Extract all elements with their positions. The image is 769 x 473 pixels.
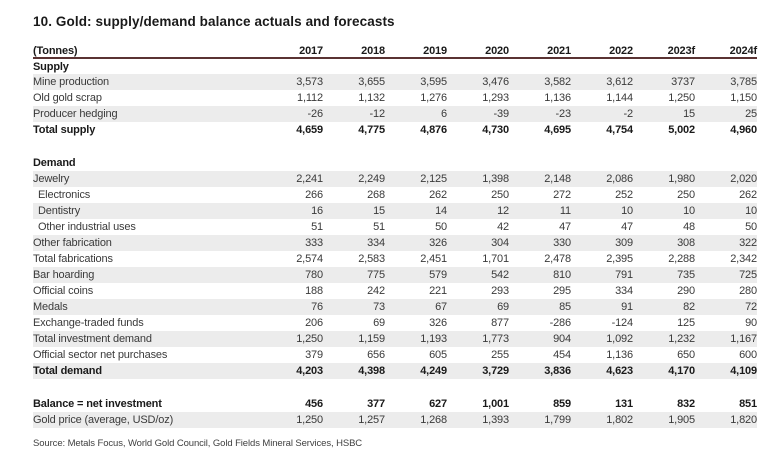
cell-value: 10 [571, 203, 633, 219]
cell-value: 1,112 [297, 92, 323, 104]
cell-value: 85 [509, 299, 571, 315]
cell-value: 304 [447, 235, 509, 251]
table-row [33, 315, 757, 331]
cell-value: 272 [553, 189, 571, 201]
cell-value: 67 [385, 299, 447, 315]
column-header-2017: 2017 [261, 40, 323, 58]
cell-value: 4,695 [544, 124, 571, 136]
cell-value: 250 [677, 189, 695, 201]
cell-value: 242 [367, 285, 385, 297]
cell-value: 50 [435, 221, 447, 233]
cell-value: 262 [739, 189, 757, 201]
cell-value: 859 [553, 398, 571, 410]
cell-value [509, 155, 571, 171]
table-row [33, 122, 757, 138]
cell-value: 42 [497, 221, 509, 233]
cell-value: 851 [739, 398, 757, 410]
cell-value: 1,802 [571, 412, 633, 428]
cell-value [509, 58, 571, 74]
cell-value: 379 [305, 349, 323, 361]
cell-value: 5,002 [668, 124, 695, 136]
cell-value: 6 [385, 106, 447, 122]
cell-value: 1,167 [695, 331, 757, 347]
cell-value: 775 [323, 267, 385, 283]
cell-value: 12 [447, 203, 509, 219]
cell-value: -39 [447, 106, 509, 122]
cell-value: 334 [615, 285, 633, 297]
cell-value: 2,342 [730, 253, 757, 265]
cell-value: 1,398 [447, 171, 509, 187]
cell-value: -286 [549, 317, 571, 329]
row-label: Demand [33, 157, 76, 169]
cell-value: 131 [615, 398, 633, 410]
table-row [33, 235, 757, 251]
cell-value: 280 [739, 285, 757, 297]
cell-value [633, 155, 695, 171]
cell-value: 1,701 [482, 253, 509, 265]
row-label: Other fabrication [33, 235, 261, 251]
cell-value: 262 [429, 189, 447, 201]
cell-value [447, 155, 509, 171]
cell-value: 48 [683, 221, 695, 233]
column-header-2023f: 2023f [633, 40, 695, 58]
cell-value: 3,836 [509, 363, 571, 379]
cell-value: 2,241 [261, 171, 323, 187]
cell-value: 3,582 [509, 74, 571, 90]
cell-value: 51 [373, 221, 385, 233]
cell-value: 72 [695, 299, 757, 315]
cell-value: 1,136 [606, 349, 633, 361]
cell-value: 330 [509, 235, 571, 251]
table-row [33, 331, 757, 347]
cell-value: 1,092 [571, 331, 633, 347]
cell-value: 326 [429, 317, 447, 329]
header-row [33, 40, 757, 58]
cell-value [323, 155, 385, 171]
table-row [33, 219, 757, 235]
cell-value: 791 [571, 267, 633, 283]
cell-value: 904 [509, 331, 571, 347]
cell-value: 3,785 [695, 74, 757, 90]
row-label: Other industrial uses [38, 221, 136, 233]
cell-value: 810 [509, 267, 571, 283]
table-row [33, 155, 757, 171]
cell-value: 15 [633, 106, 695, 122]
cell-value: 3737 [633, 74, 695, 90]
cell-value: -23 [509, 106, 571, 122]
cell-value: 1,136 [544, 92, 571, 104]
cell-value [261, 155, 323, 171]
cell-value: 1,001 [482, 398, 509, 410]
row-label: Official sector net purchases [33, 349, 168, 361]
cell-value: 1,820 [695, 412, 757, 428]
cell-value: 90 [745, 317, 757, 329]
cell-value: 627 [429, 398, 447, 410]
column-header-2020: 2020 [447, 40, 509, 58]
cell-value: 1,257 [323, 412, 385, 428]
cell-value: 600 [739, 349, 757, 361]
cell-value: 832 [677, 398, 695, 410]
cell-value [695, 58, 757, 74]
cell-value: 14 [385, 203, 447, 219]
cell-value: 1,980 [633, 171, 695, 187]
column-header-2019: 2019 [385, 40, 447, 58]
cell-value: 1,250 [668, 92, 695, 104]
table-row [33, 267, 757, 283]
cell-value: 542 [447, 267, 509, 283]
cell-value: 69 [373, 317, 385, 329]
cell-value: 4,876 [420, 124, 447, 136]
cell-value: 266 [305, 189, 323, 201]
cell-value: 2,395 [606, 253, 633, 265]
row-label: Total investment demand [33, 331, 261, 347]
cell-value: 454 [553, 349, 571, 361]
cell-value: 2,249 [323, 171, 385, 187]
table-row [33, 106, 757, 122]
cell-value: 255 [491, 349, 509, 361]
cell-value: 221 [429, 285, 447, 297]
cell-value: 605 [429, 349, 447, 361]
cell-value: 1,250 [261, 331, 323, 347]
table-body [33, 58, 757, 428]
cell-value: 206 [305, 317, 323, 329]
cell-value: 4,109 [695, 363, 757, 379]
row-label: Supply [33, 60, 69, 73]
cell-value: 1,276 [420, 92, 447, 104]
cell-value: 377 [367, 398, 385, 410]
cell-value: 309 [571, 235, 633, 251]
cell-value: 2,478 [544, 253, 571, 265]
cell-value: 656 [367, 349, 385, 361]
cell-value: 76 [261, 299, 323, 315]
cell-value: 1,250 [261, 412, 323, 428]
cell-value: 4,170 [633, 363, 695, 379]
unit-label: (Tonnes) [33, 40, 261, 58]
column-header-2024f: 2024f [695, 40, 757, 58]
column-header-2021: 2021 [509, 40, 571, 58]
row-label: Gold price (average, USD/oz) [33, 412, 261, 428]
cell-value: 1,905 [633, 412, 695, 428]
cell-value: 780 [261, 267, 323, 283]
row-label: Mine production [33, 74, 261, 90]
cell-value: 4,775 [358, 124, 385, 136]
cell-value: 1,268 [385, 412, 447, 428]
cell-value: 650 [677, 349, 695, 361]
column-header-2022: 2022 [571, 40, 633, 58]
cell-value [695, 155, 757, 171]
cell-value: 293 [491, 285, 509, 297]
cell-value [385, 58, 447, 74]
column-header-2018: 2018 [323, 40, 385, 58]
cell-value: 295 [553, 285, 571, 297]
cell-value: 2,451 [420, 253, 447, 265]
row-label: Producer hedging [33, 106, 261, 122]
cell-value: 188 [305, 285, 323, 297]
table-row [33, 299, 757, 315]
spacer-row [33, 379, 757, 396]
figure-content [33, 14, 757, 449]
row-label: Bar hoarding [33, 267, 261, 283]
cell-value: 2,583 [358, 253, 385, 265]
cell-value: 877 [491, 317, 509, 329]
supply-demand-table [33, 40, 757, 428]
cell-value: 268 [367, 189, 385, 201]
cell-value: 3,612 [571, 74, 633, 90]
cell-value: 1,193 [385, 331, 447, 347]
cell-value: 4,960 [730, 124, 757, 136]
cell-value: 4,623 [571, 363, 633, 379]
row-label: Exchange-traded funds [33, 317, 144, 329]
cell-value: 4,754 [606, 124, 633, 136]
cell-value: 579 [385, 267, 447, 283]
cell-value: 125 [677, 317, 695, 329]
table-row [33, 251, 757, 267]
cell-value: 250 [491, 189, 509, 201]
table-header [33, 40, 757, 58]
table-row [33, 363, 757, 379]
cell-value: 308 [633, 235, 695, 251]
cell-value: 1,159 [323, 331, 385, 347]
cell-value: 1,393 [447, 412, 509, 428]
cell-value: 4,249 [385, 363, 447, 379]
cell-value: 15 [323, 203, 385, 219]
cell-value: 456 [305, 398, 323, 410]
cell-value: 2,148 [509, 171, 571, 187]
cell-value: 334 [323, 235, 385, 251]
row-label: Old gold scrap [33, 92, 102, 104]
cell-value: 1,799 [509, 412, 571, 428]
cell-value: 69 [447, 299, 509, 315]
cell-value [447, 58, 509, 74]
cell-value [633, 58, 695, 74]
cell-value: 2,574 [296, 253, 323, 265]
cell-value: 1,150 [730, 92, 757, 104]
cell-value: 16 [261, 203, 323, 219]
cell-value: 3,729 [447, 363, 509, 379]
spacer-row [33, 138, 757, 155]
table-row [33, 283, 757, 299]
cell-value: 290 [677, 285, 695, 297]
cell-value: 725 [695, 267, 757, 283]
cell-value: 47 [559, 221, 571, 233]
cell-value: 2,020 [695, 171, 757, 187]
cell-value [261, 58, 323, 74]
cell-value [323, 58, 385, 74]
cell-value: -26 [261, 106, 323, 122]
cell-value: 322 [695, 235, 757, 251]
table-row [33, 396, 757, 412]
cell-value: 82 [633, 299, 695, 315]
cell-value: 51 [311, 221, 323, 233]
cell-value: 4,730 [482, 124, 509, 136]
table-row [33, 74, 757, 90]
cell-value: 50 [745, 221, 757, 233]
cell-value: 91 [571, 299, 633, 315]
row-label: Total demand [33, 363, 261, 379]
cell-value: 3,655 [323, 74, 385, 90]
cell-value: 4,659 [296, 124, 323, 136]
cell-value: 1,293 [482, 92, 509, 104]
cell-value [571, 58, 633, 74]
row-label: Jewelry [33, 171, 261, 187]
cell-value: 2,125 [385, 171, 447, 187]
row-label: Balance = net investment [33, 398, 162, 410]
cell-value: 73 [323, 299, 385, 315]
cell-value: 4,203 [261, 363, 323, 379]
cell-value: -124 [611, 317, 633, 329]
cell-value: 11 [509, 203, 571, 219]
cell-value: 25 [695, 106, 757, 122]
row-label: Total fabrications [33, 253, 113, 265]
cell-value: 2,288 [668, 253, 695, 265]
figure-title: 10. Gold: supply/demand balance actuals and forecasts [33, 14, 395, 29]
cell-value: 1,132 [358, 92, 385, 104]
cell-value: 10 [633, 203, 695, 219]
cell-value: 4,398 [323, 363, 385, 379]
cell-value: 2,086 [571, 171, 633, 187]
cell-value: 3,476 [447, 74, 509, 90]
cell-value: 47 [621, 221, 633, 233]
table-row [33, 203, 757, 219]
cell-value [571, 155, 633, 171]
cell-value: 1,144 [606, 92, 633, 104]
cell-value: 333 [261, 235, 323, 251]
row-label: Dentistry [33, 203, 261, 219]
cell-value: 326 [385, 235, 447, 251]
source-note: Source: Metals Focus, World Gold Council, Gold Fields Mineral Services, HSBC [33, 438, 363, 449]
row-label: Total supply [33, 124, 96, 136]
cell-value [385, 155, 447, 171]
cell-value: -2 [571, 106, 633, 122]
cell-value: 3,573 [261, 74, 323, 90]
cell-value: 735 [633, 267, 695, 283]
row-label: Medals [33, 299, 261, 315]
table-row [33, 187, 757, 203]
cell-value: 1,773 [447, 331, 509, 347]
table-row [33, 58, 757, 74]
cell-value: 252 [615, 189, 633, 201]
table-row [33, 347, 757, 363]
table-row [33, 412, 757, 428]
table-row [33, 90, 757, 106]
row-label: Electronics [38, 189, 91, 201]
cell-value: 3,595 [385, 74, 447, 90]
cell-value: 1,232 [633, 331, 695, 347]
spacer-cell [33, 379, 757, 396]
spacer-cell [33, 138, 757, 155]
cell-value: -12 [323, 106, 385, 122]
cell-value: 10 [695, 203, 757, 219]
table-row [33, 171, 757, 187]
row-label: Official coins [33, 285, 94, 297]
